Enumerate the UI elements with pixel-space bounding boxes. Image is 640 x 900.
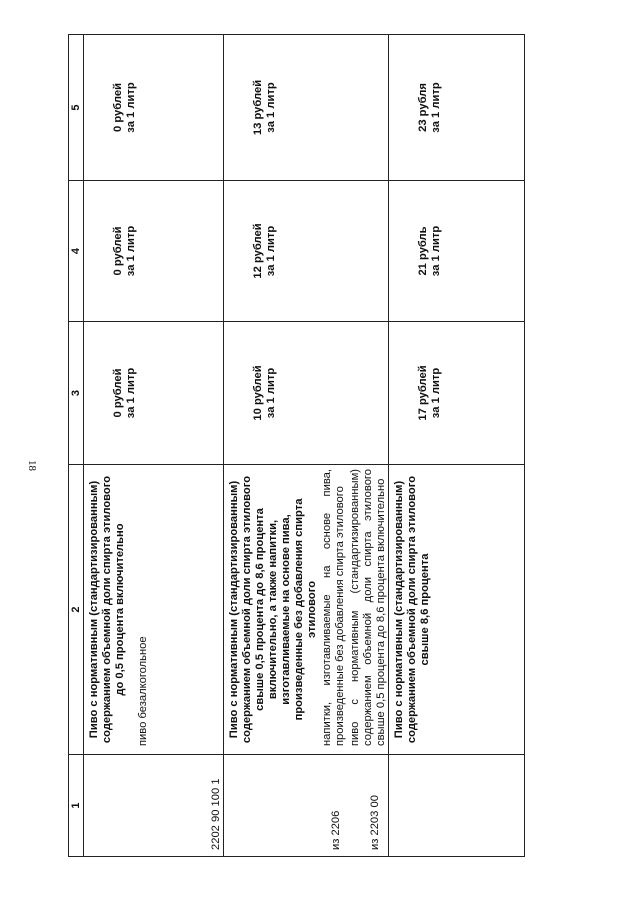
column-number: 5 — [69, 35, 84, 181]
code-cell — [84, 755, 224, 857]
rate-cell — [224, 322, 389, 465]
rate-amount: 13 рублей — [252, 79, 264, 136]
rate-cell — [84, 35, 224, 181]
category-heading: Пиво с нормативным (стандартизированным) содержанием объемной доли спирта этилового до 0,5 процента включительно — [88, 475, 126, 744]
rate-unit: за 1 литр — [125, 82, 137, 133]
rotated-table-wrapper — [68, 35, 518, 857]
rate-amount: 17 рублей — [417, 365, 429, 421]
table-row — [84, 35, 224, 857]
column-number: 1 — [69, 755, 84, 857]
page-number: 18 — [26, 460, 38, 471]
rate-unit: за 1 литр — [265, 82, 277, 133]
tn-ved-code: из 2203 00 — [369, 795, 381, 850]
column-number: 2 — [69, 465, 84, 755]
category-heading: Пиво с нормативным (стандартизированным) содержанием объемной доли спирта этилового свыше 8,6 процента — [393, 475, 431, 744]
category-heading: Пиво с нормативным (стандартизированным) содержанием объемной доли спирта этилового свыше 0,5 процента до 8,6 процента включительно, а также напитки, изготавливаемые на основе пива, произведенные без добавления спирта этилового — [228, 475, 318, 744]
rate-unit: за 1 литр — [430, 367, 442, 419]
rate-amount: 21 рубль — [417, 226, 429, 276]
column-number: 3 — [69, 322, 84, 465]
rate-amount: 0 рублей — [112, 83, 124, 132]
tn-ved-code: из 2206 — [330, 810, 342, 850]
rate-amount: 0 рублей — [112, 368, 124, 418]
rate-cell — [84, 181, 224, 322]
rate-amount: 10 рублей — [252, 365, 264, 421]
rate-amount: 12 рублей — [252, 223, 264, 279]
rate-unit: за 1 литр — [125, 225, 137, 277]
rate-amount: 0 рублей — [112, 226, 124, 276]
column-number-row — [69, 35, 84, 857]
rate-unit: за 1 литр — [430, 82, 442, 133]
rate-unit: за 1 литр — [125, 367, 137, 419]
rate-cell — [389, 181, 525, 322]
rate-amount: 23 рубля — [417, 83, 429, 132]
rate-cell — [389, 35, 525, 181]
rate-unit: за 1 литр — [430, 225, 442, 277]
item-text: напитки, изготавливаемые на основе пива, произведенные без добавления спирта этилового — [321, 469, 346, 746]
excise-rate-table — [68, 34, 525, 857]
table-row — [389, 35, 525, 857]
description-cell — [84, 465, 224, 755]
item-text: пиво безалкогольное — [137, 636, 149, 746]
rate-cell — [224, 181, 389, 322]
rate-unit: за 1 литр — [265, 225, 277, 277]
code-cell — [224, 755, 389, 857]
rate-unit: за 1 литр — [265, 367, 277, 419]
item-text: пиво с нормативным (стандартизированным) содержанием объемной доли спирта этилового свыше 0,5 процента до 8,6 процента включительно — [349, 469, 387, 746]
description-cell — [224, 465, 389, 755]
table-row — [224, 35, 389, 857]
rate-cell — [389, 322, 525, 465]
column-number: 4 — [69, 181, 84, 322]
rate-cell — [84, 322, 224, 465]
code-cell — [389, 755, 525, 857]
description-cell — [389, 465, 525, 755]
rate-cell — [224, 35, 389, 181]
tn-ved-code: 2202 90 100 1 — [210, 778, 222, 850]
